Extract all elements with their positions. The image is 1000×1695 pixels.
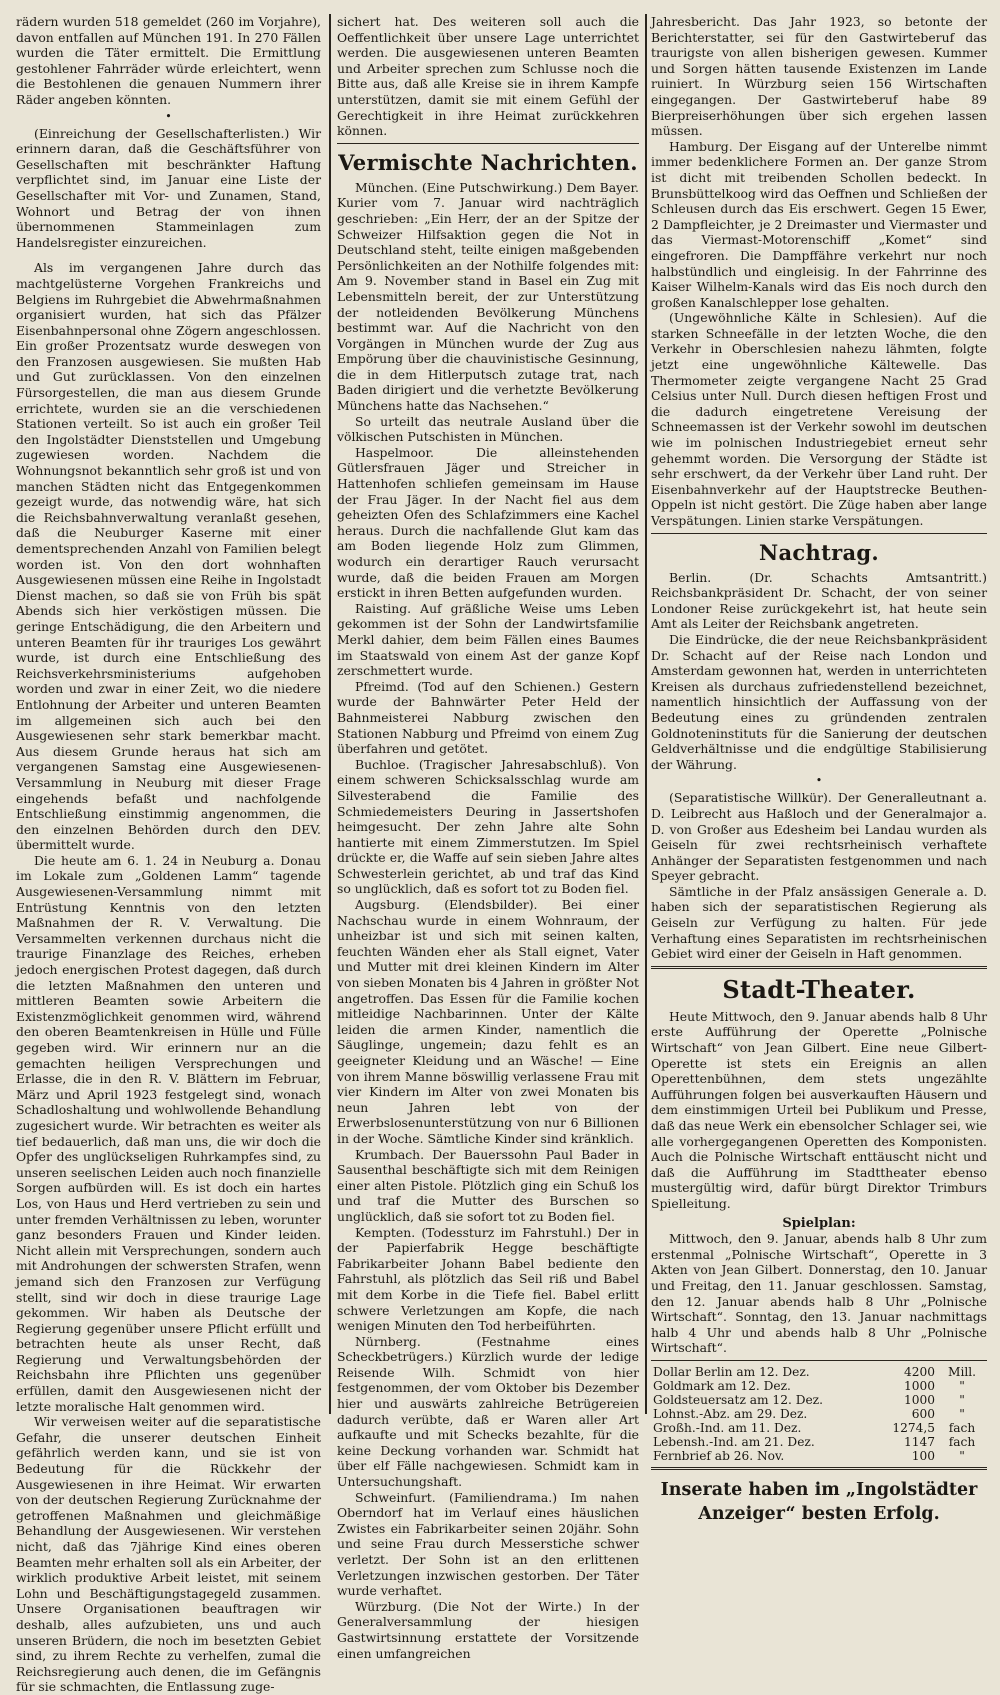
spielplan-heading: Spielplan: bbox=[782, 1215, 856, 1231]
rate-label: Goldsteuersatz am 12. Dez. bbox=[653, 1392, 823, 1407]
spielplan-text: Mittwoch, den 9. Januar, abends halb 8 Uhr zum erstenmal „Polnische Wirtschaft“, Operette in 3 Akten von Jean Gilbert. Donnerstag, den 10. Januar und Freitag, den 11. Januar geschlossen. Samstag, den 12. Januar abends halb 8 Uhr „Polnische Wirtschaft“. Sonntag, den 13. Januar nachmittags halb 4 Uhr und abends halb 8 Uhr „Polnische Wirtschaft“. bbox=[651, 1231, 987, 1356]
exchange-rates-table bbox=[651, 1365, 987, 1463]
section-divider bbox=[651, 1360, 987, 1361]
article-paragraph: Wir verweisen weiter auf die separatistische Gefahr, die unserer deutschen Einheit gefährlich werden kann, und sie ist von Bedeutung für die Rückkehr der Ausgewiesenen in ihre Heimat. Wir erwarten von der deutschen Regierung Zurücknahme der getroffenen Maßnahmen und gleichmäßige Behandlung der Ausgewiesenen. Wir verstehen nicht, daß das 7jährige Kind eines oberen Beamten mehr erhalten soll als ein Arbeiter, der wirklich produktive Arbeit leistet, mit seinem Lohn und Beschäftigungstagegeld zusammen. Unsere Organisationen beauftragen wir deshalb, alles aufzubieten, uns und auch unseren Brüdern, die noch im besetzten Gebiet sind, zu ihrem Rechte zu verhelfen, zumal die Reichsregierung auch denen, die im Gefängnis für sie schmachten, die Entlassung zuge- bbox=[16, 1414, 321, 1695]
rate-unit: fach bbox=[948, 1420, 976, 1435]
news-item: Die Eindrücke, die der neue Reichsbankpräsident Dr. Schacht auf der Reise nach London und Amsterdam gewonnen hat, werden in unterrichteten Kreisen als durchaus zufriedenstellend bezeichnet, namentlich hinsichtlich der Auffassung von der Bedeutung eines zu gründenden zentralen Goldnoteninstituts für die Sanierung der deutschen Geldverhältnisse und die endgültige Stabilisierung der Währung. bbox=[651, 631, 987, 772]
section-heading-nachtrag: Nachtrag. bbox=[759, 539, 879, 565]
news-item: Krumbach. Der Bauerssohn Paul Bader in Sausenthal beschäftigte sich mit dem Reinigen einer alten Pistole. Plötzlich ging ein Schuß los und traf die Mutter des Burschen so unglücklich, daß sie sofort tot zu Boden fiel. bbox=[337, 1146, 639, 1224]
news-item: (Ungewöhnliche Kälte in Schlesien). Auf die starken Schneefälle in der letzten Woche, die den Verkehr in Oberschlesien nahezu lähmten, folgte jetzt eine ungewöhnliche Kältewelle. Das Thermometer zeigte vergangene Nacht 25 Grad Celsius unter Null. Durch diesen heftigen Frost und die dadurch eingetretene Vereisung der Schneemassen ist der Verkehr sowohl im deutschen wie im polnischen Industriegebiet erneut sehr gehemmt worden. Die Versorgung der Städte ist sehr erschwert, da der Verkehr über Land ruht. Der Eisenbahnverkehr auf der Hauptstrecke Beuthen-Oppeln ist nicht gestört. Die Züge haben aber lange Verspätungen. Linien starke Verspätungen. bbox=[651, 310, 987, 528]
ad-line: Inserate haben im „Ingolstädter bbox=[660, 1479, 978, 1500]
rate-label: Fernbrief ab 26. Nov. bbox=[653, 1448, 785, 1463]
section-heading-theater: Stadt-Theater. bbox=[722, 974, 916, 1004]
rate-unit: Mill. bbox=[947, 1364, 977, 1379]
news-item: Jahresbericht. Das Jahr 1923, so betonte der Berichterstatter, sei für den Gastwirteberuf das traurigste von allen bisherigen gewesen. Kummer und Sorgen hätten tausende Existenzen im Lande ruiniert. In Würzburg seien 156 Wirtschaften eingegangen. Der Gastwirteberuf habe 89 Bierpreiserhöhungen über sich ergehen lassen müssen. bbox=[651, 14, 987, 139]
column-1 bbox=[16, 14, 321, 1695]
column-2 bbox=[337, 14, 639, 1661]
article-paragraph: Die heute am 6. 1. 24 in Neuburg a. Donau im Lokale zum „Goldenen Lamm“ tagende Ausgewiesenen-Versammlung nimmt mit Entrüstung Kenntnis von den letzten Maßnahmen der R. V. Verwaltung. Die Versammelten verkennen durchaus nicht die traurige Finanzlage des Reiches, erheben jedoch energischen Protest dagegen, daß durch die letzten Maßnahmen den unteren und mittleren Beamten sowie Arbeitern die Existenzmöglichkeit genommen wird, während den oberen Beamtenkreisen in Hülle und Fülle gegeben wird. Wir erinnern nur an die gemachten heiligen Versprechungen und Erlasse, die in den R. V. Blättern im Februar, März und April 1923 festgelegt sind, wonach Schadloshaltung und wohlwollende Behandlung zugesichert wurde. Wir betrachten es weiter als tief bedauerlich, daß man uns, die wir doch die Opfer des unglückseligen Ruhrkampfes sind, zu unseren seelischen Leiden auch noch finanzielle Sorgen aufbürden will. Es ist doch ein hartes Los, von Haus und Herd vertrieben zu sein und unter fremden Verhältnissen zu leben, worunter ganz besonders Frauen und Kinder leiden. Nicht allein mit Versprechungen, sondern auch mit Androhungen der schwersten Strafen, wenn jemand sich den Franzosen zur Verfügung stellt, sind wir doch in diese traurige Lage gekommen. Wir haben als Deutsche der Regierung gegenüber unsere Pflicht erfüllt und betrachten heute als unser Recht, daß Regierung und Verwaltungsbehörden der Reichsbahn ihre Pflichten uns gegenüber erfüllen, damit den Ausgewiesenen nicht der letzte moralische Halt genommen wird. bbox=[16, 852, 321, 1414]
column-rule bbox=[329, 14, 331, 1414]
news-item: Kempten. (Todessturz im Fahrstuhl.) Der in der Papierfabrik Hegge beschäftigte Fabrikarbeiter Johann Babel bediente den Fahrstuhl, als plötzlich das Seil riß und Babel mit dem Korbe in die Tiefe fiel. Babel erlitt schwere Verletzungen am Kopfe, die nach wenigen Minuten den Tod herbeiführten. bbox=[337, 1224, 639, 1334]
news-item: Schweinfurt. (Familiendrama.) Im nahen Oberndorf hat im Verlauf eines häuslichen Zwistes ein Fabrikarbeiter seinen 20jähr. Sohn und seine Frau durch Messerstiche schwer verletzt. Der Sohn ist an den erlittenen Verletzungen inzwischen gestorben. Der Täter wurde verhaftet. bbox=[337, 1489, 639, 1599]
news-item: (Separatistische Willkür). Der Generalleutnant a. D. Leibrecht aus Haßloch und der Generalmajor a. D. von Großer aus Edesheim bei Landau wurden als Geiseln für zwei rechtsrheinisch verhaftete Anhänger der Separatisten festgenommen und nach Speyer gebracht. bbox=[651, 790, 987, 884]
rate-row bbox=[651, 1393, 987, 1407]
rate-label: Lebensh.-Ind. am 21. Dez. bbox=[653, 1434, 815, 1449]
news-item: Augsburg. (Elendsbilder). Bei einer Nachschau wurde in einem Wohnraum, der unheizbar ist und sich mit seinen kalten, feuchten Wänden eher als Stall eignet, Vater und Mutter mit drei kleinen Kindern im Alter von sieben Monaten bis 4 Jahren in größter Not angetroffen. Das Essen für die Familie kochen mitleidige Nachbarinnen. Unter der Kälte leiden die armen Kinder, namentlich die Säuglinge, ungemein; dazu fehlt es an geeigneter Kleidung und an Wäsche! — Eine von ihrem Manne böswillig verlassene Frau mit vier Kindern im Alter von zwei Monaten bis neun Jahren lebt von der Erwerbslosenunterstützung von nur 6 Billionen in der Woche. Sämtliche Kinder sind kränklich. bbox=[337, 897, 639, 1146]
rate-value: 1147 bbox=[903, 1434, 935, 1449]
column-rule bbox=[645, 14, 647, 1414]
rate-label: Goldmark am 12. Dez. bbox=[653, 1378, 791, 1393]
rate-row bbox=[651, 1379, 987, 1393]
news-item: München. (Eine Putschwirkung.) Dem Bayer. Kurier vom 7. Januar wird nachträglich geschrieben: „Ein Herr, der an der Spitze der Schweizer Hilfsaktion gegen die Not in Deutschland steht, teilte einigen maßgebenden Persönlichkeiten an der Nothilfe folgendes mit: Am 9. November stand in Basel ein Zug mit Lebensmitteln bereit, der zur Unterstützung der notleidenden Bevölkerung Münchens bestimmt war. Auf die Nachricht von den Vorgängen in München wurde der Zug aus Empörung über die chauvinistische Gesinnung, die in dem Hitlerputsch zutage trat, nach Baden dirigiert und die verhetzte Bevölkerung Münchens hatte das Nachsehen.“ bbox=[337, 179, 639, 414]
news-item: Berlin. (Dr. Schachts Amtsantritt.) Reichsbankpräsident Dr. Schacht, der von seiner Londoner Reise zurückgekehrt ist, hat heute sein Amt als Leiter der Reichsbank angetreten. bbox=[651, 569, 987, 632]
rate-row bbox=[651, 1421, 987, 1435]
rate-value: 4200 bbox=[903, 1364, 935, 1379]
news-item: Haspelmoor. Die alleinstehenden Gütlersfrauen Jäger und Streicher in Hattenhofen schliefen gemeinsam im Hause der Frau Jäger. In der Nacht fiel aus dem geheizten Ofen des Schlafzimmers eine Kachel heraus. Durch die nachfallende Glut kam das am Boden liegende Holz zum Glimmen, wodurch ein derartiger Rauch verursacht wurde, daß die beiden Frauen am Morgen erstickt in ihren Betten aufgefunden wurden. bbox=[337, 444, 639, 601]
rate-unit: " bbox=[959, 1448, 965, 1463]
news-item: Hamburg. Der Eisgang auf der Unterelbe nimmt immer bedenklichere Formen an. Der ganze Strom ist dicht mit treibenden Schollen bedeckt. In Brunsbüttelkoog wird das Oeffnen und Schließen der Schleusen durch das Eis erschwert. Gegen 15 Ewer, 2 Dampfleichter, je 2 Dreimaster und Viermaster und das Viermast-Motorenschiff „Komet“ sind eingefroren. Die Dampffähre verkehrt nur noch halbstündlich und eingleisig. In der Fahrrinne des Kaiser Wilhelm-Kanals wird das Eis noch durch den großen Kanalschlepper lose gehalten. bbox=[651, 138, 987, 310]
rate-unit: " bbox=[959, 1392, 965, 1407]
ad-line: Anzeiger“ besten Erfolg. bbox=[698, 1503, 940, 1524]
rate-row bbox=[651, 1449, 987, 1463]
rate-label: Großh.-Ind. am 11. Dez. bbox=[653, 1420, 802, 1435]
rate-label: Lohnst.-Abz. am 29. Dez. bbox=[653, 1406, 808, 1421]
news-item: Raisting. Auf gräßliche Weise ums Leben gekommen ist der Sohn der Landwirtsfamilie Merkl dahier, dem beim Fällen eines Baumes im Staatswald von einem Ast der ganze Kopf zerschmettert wurde. bbox=[337, 600, 639, 679]
section-heading-vermischte: Vermischte Nachrichten. bbox=[338, 149, 638, 175]
rate-row bbox=[651, 1365, 987, 1379]
advertisement bbox=[651, 1478, 987, 1526]
rate-row bbox=[651, 1435, 987, 1449]
news-item: Sämtliche in der Pfalz ansässigen Generale a. D. haben sich der separatistischen Regierung als Geiseln zur Verfügung zu halten. Für jede Verhaftung eines Separatisten im rechtsrheinischen Gebiet wird einer der Geiseln in Haft genommen. bbox=[651, 883, 987, 962]
rate-value: 600 bbox=[911, 1406, 935, 1421]
section-divider bbox=[651, 1467, 987, 1470]
news-item: Pfreimd. (Tod auf den Schienen.) Gestern wurde der Bahnwärter Peter Held der Bahnmeisterei Nabburg zwischen den Stationen Nabburg und Pfreimd von einem Zug überfahren und getötet. bbox=[337, 678, 639, 757]
news-item: So urteilt das neutrale Ausland über die völkischen Putschisten in München. bbox=[337, 413, 639, 445]
rate-value: 1274,5 bbox=[892, 1420, 935, 1435]
rate-row bbox=[651, 1407, 987, 1421]
article-paragraph: (Einreichung der Gesellschafterlisten.) Wir erinnern daran, daß die Geschäftsführer von Gesellschaften mit beschränkter Haftung verpflichtet sind, im Januar eine Liste der Gesellschafter mit Vor- und Zunamen, Stand, Wohnort und Betrag der von ihnen übernommenen Stammeinlagen zum Handelsregister einzureichen. bbox=[16, 125, 321, 250]
rate-value: 1000 bbox=[903, 1378, 935, 1393]
separator-asterisk: • bbox=[815, 774, 823, 788]
news-item: Buchloe. (Tragischer Jahresabschluß). Von einem schweren Schicksalsschlag wurde am Silvesterabend die Familie des Schmiedemeisters Deuring in Jassertshofen heimgesucht. Der zehn Jahre alte Sohn hantierte mit einem Zimmerstutzen. Im Spiel drückte er, die Waffe auf sein sieben Jahre altes Schwesterlein gerichtet, ab und traf das Kind so unglücklich, daß es sofort tot zu Boden fiel. bbox=[337, 756, 639, 897]
news-item: Würzburg. (Die Not der Wirte.) In der Generalversammlung der hiesigen Gastwirtsinnung erstattete der Vorsitzende einen umfangreichen bbox=[337, 1598, 639, 1661]
rate-unit: fach bbox=[948, 1434, 976, 1449]
theater-notice: Heute Mittwoch, den 9. Januar abends halb 8 Uhr erste Aufführung der Operette „Polnische Wirtschaft“ von Jean Gilbert. Eine neue Gilbert-Operette ist stets ein Ereignis an allen Operettenbühnen, dem stets ungezählte Aufführungen folgen bei ausverkauften Häusern und dem einstimmigen Urteil bei Publikum und Presse, daß das neue Werk ein ebensolcher Schlager sei, wie alle vorhergegangenen Operetten des Komponisten. Auch die Polnische Wirtschaft enttäuscht nicht und daß die Aufführung im Stadttheater ebenso mustergültig wird, dafür bürgt Direktor Trimburs Spielleitung. bbox=[651, 1008, 987, 1211]
rate-value: 1000 bbox=[903, 1392, 935, 1407]
article-paragraph: Als im vergangenen Jahre durch das machtgelüsterne Vorgehen Frankreichs und Belgiens im Ruhrgebiet die Abwehrmaßnahmen organisiert wurden, hat sich das Pfälzer Eisenbahnpersonal ohne Zögern angeschlossen. Ein großer Prozentsatz wurde deswegen von den Franzosen ausgewiesen. Sie mußten Hab und Gut zurücklassen. Von den einzelnen Fürsorgestellen, die man aus diesem Grunde errichtete, wurden sie an die verschiedenen Stationen verteilt. So ist auch ein großer Teil den Ingolstädter Dienststellen und Umgebung zugewiesen worden. Nachdem die Wohnungsnot bekanntlich sehr groß ist und von manchen Städten nicht das Entgegenkommen gezeigt wurde, das notwendig wäre, hat sich die Reichsbahnverwaltung veranlaßt gesehen, daß die Neuburger Kaserne mit einer dementsprechenden Anzahl von Familien belegt worden ist. Von den dort wohnhaften Ausgewiesenen müssen eine Reihe in Ingolstadt Dienst machen, so daß sie von Früh bis spät Abends sich hier verköstigen müssen. Die geringe Entschädigung, die den Arbeitern und unteren Beamten für ihr trauriges Los gewährt wurde, ist durch eine Entschließung des Reichsverkehrsministeriums aufgehoben worden und zwar in einer Zeit, wo die niedere Entlohnung der Arbeiter und unteren Beamten im allgemeinen sich auch bei den Ausgewiesenen sehr stark bemerkbar macht. Aus diesem Grunde heraus hat sich am vergangenen Samstag eine Ausgewiesenen-Versammlung in Neuburg mit dieser Frage eingehends befaßt und nachfolgende Entschließung einstimmig angenommen, die den einzelnen Behörden durch den DEV. übermittelt wurde. bbox=[16, 260, 321, 853]
column-3 bbox=[651, 14, 987, 1524]
rate-label: Dollar Berlin am 12. Dez. bbox=[653, 1364, 810, 1379]
rate-unit: " bbox=[959, 1378, 965, 1393]
section-divider bbox=[651, 966, 987, 969]
article-paragraph: sichert hat. Des weiteren soll auch die Oeffentlichkeit über unsere Lage unterrichtet werden. Die ausgewiesenen unteren Beamten und Arbeiter sprechen zum Schlusse noch die Bitte aus, daß alle Kreise sie in ihrem Kampfe unterstützen, damit sie mit einem Gefühl der Gerechtigkeit in ihre Heimat zurückkehren können. bbox=[337, 14, 639, 139]
news-item: Nürnberg. (Festnahme eines Scheckbetrügers.) Kürzlich wurde der ledige Reisende Wilh. Schmidt von hier festgenommen, der vom Oktober bis Dezember hier und auswärts zahlreiche Betrügereien dadurch verübte, daß er Waren aller Art aufkaufte und mit Schecks bezahlte, für die keine Deckung vorhanden war. Schmidt hat über elf Fälle nachgewiesen. Schmidt kam in Untersuchungshaft. bbox=[337, 1333, 639, 1490]
article-paragraph: rädern wurden 518 gemeldet (260 im Vorjahre), davon entfallen auf München 191. In 270 Fällen wurden die Täter ermittelt. Die Ermittlung gestohlener Fahrräder würde erleichtert, wenn die Bestohlenen die genauen Nummern ihrer Räder angeben könnten. bbox=[16, 14, 321, 107]
section-divider bbox=[651, 533, 987, 534]
rate-value: 100 bbox=[911, 1448, 935, 1463]
separator-asterisk: • bbox=[165, 109, 172, 123]
section-divider bbox=[337, 143, 639, 144]
rate-unit: " bbox=[959, 1406, 965, 1421]
